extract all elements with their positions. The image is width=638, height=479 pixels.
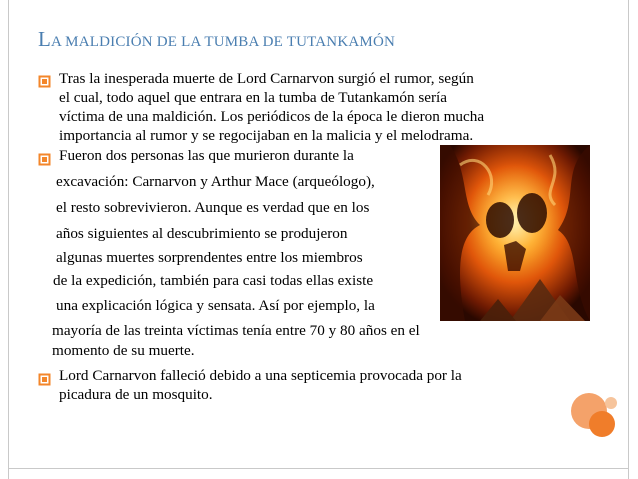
bullet-2-line: excavación: Carnarvon y Arthur Mace (arqueólogo), <box>56 173 375 190</box>
bullet-2-icon <box>38 153 51 166</box>
decor-circle-mid <box>589 411 615 437</box>
slide-title-initial: L <box>38 27 52 51</box>
slide-title <box>38 27 395 52</box>
slide-title-rest: A MALDICIÓN DE LA TUMBA DE TUTANKAMÓN <box>51 34 396 50</box>
bullet-2-line: Fueron dos personas las que murieron durante la <box>59 147 354 164</box>
slide-frame-left <box>8 0 9 479</box>
bullet-3-line: picadura de un mosquito. <box>59 386 213 403</box>
bullet-1-line: importancia al rumor y se regocijaban en la malicia y el melodrama. <box>59 127 474 144</box>
bullet-2-line: de la expedición, también para casi todas ellas existe <box>53 272 374 289</box>
bullet-3-icon <box>38 373 51 386</box>
slide-frame-bottom <box>8 468 629 469</box>
slide-frame-right <box>628 0 629 479</box>
bullet-1-line: Tras la inesperada muerte de Lord Carnarvon surgió el rumor, según <box>59 70 474 87</box>
bullet-2-line: una explicación lógica y sensata. Así por ejemplo, la <box>56 297 375 314</box>
bullet-3-line: Lord Carnarvon falleció debido a una septicemia provocada por la <box>59 367 462 384</box>
bullet-2-line: años siguientes al descubrimiento se produjeron <box>56 225 348 242</box>
bullet-2-line: el resto sobrevivieron. Aunque es verdad que en los <box>56 199 370 216</box>
bullet-2-line: mayoría de las treinta víctimas tenía entre 70 y 80 años en el <box>52 322 420 339</box>
bullet-2-line: momento de su muerte. <box>52 342 195 359</box>
fiery-skull-image <box>440 145 590 321</box>
decor-circle-small <box>605 397 617 409</box>
bullet-1-icon <box>38 75 51 88</box>
bullet-1-line: el cual, todo aquel que entrara en la tumba de Tutankamón sería <box>59 89 447 106</box>
bullet-2-line: algunas muertes sorprendentes entre los miembros <box>56 249 363 266</box>
bullet-1-line: víctima de una maldición. Los periódicos de la época le dieron mucha <box>59 108 485 125</box>
